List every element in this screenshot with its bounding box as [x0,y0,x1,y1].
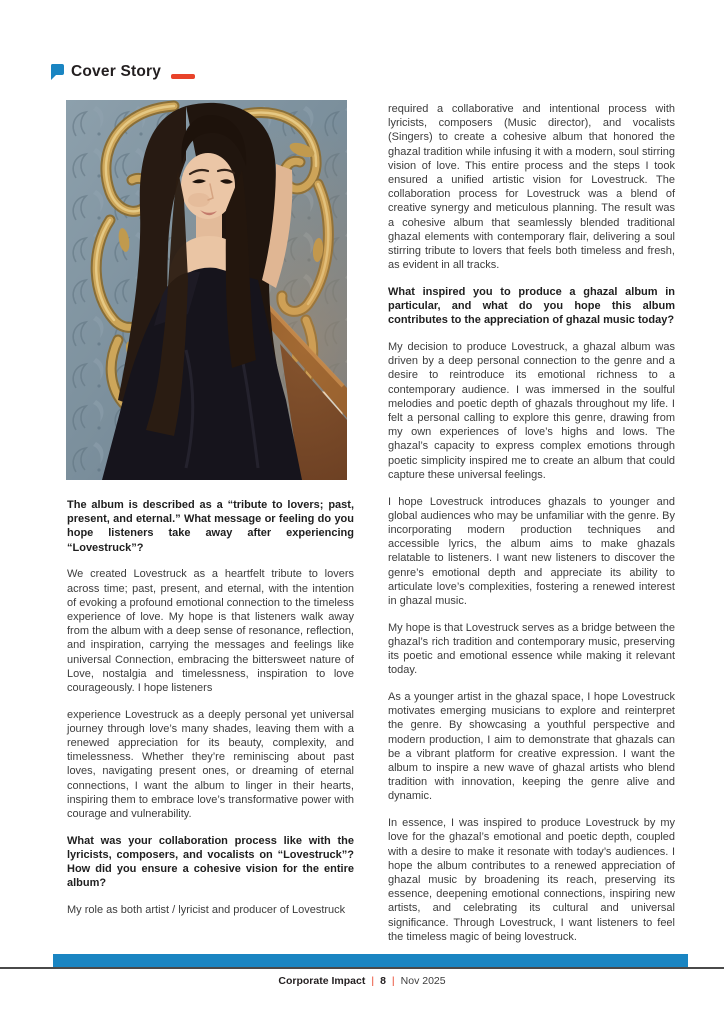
magazine-name: Corporate Impact [278,975,366,987]
cover-photo [66,100,347,480]
interview-answer: In essence, I was inspired to produce Lovestruck by my love for the ghazal’s emotional and poetic depth, coupled with a desire to make it resonate with today’s audiences. I hope the album contributes to a renewed appreciation of ghazal music by broadening its reach, preserving its essence, deepening emotional connections, inspiring new artists, and celebrating its cultural and universal significance. Through Lovestruck, I want listeners to feel the timeless magic of being lovestruck. [388,817,675,943]
footer-accent-bar [53,954,688,967]
interview-answer: experience Lovestruck as a deeply personal yet universal journey through love’s many shades, leaving them with a renewed appreciation for its beauty, complexity, and timelessness. Whether they’re reminiscing about past loves, navigating present ones, or dreaming of eternal connections, I want the album to linger in their hearts, inspiring them to embrace love’s transformative power with courage and vulnerability. [67,708,354,821]
footer-separator: | [391,975,395,987]
article-right-column [388,102,675,969]
page-title: Cover Story [71,63,162,80]
interview-answer: My decision to produce Lovestruck, a ghazal album was driven by a deep personal connection to the genre and a desire to reintroduce its emotional richness to a contemporary audience. I was immersed in the soulful melodies and poetic depth of ghazals throughout my life. I felt a personal calling to explore this genre, drawing from my own experiences of love’s highs and lows. The ghazal’s capacity to express complex emotions through poetic simplicity inspired me to create an album that could capture these universal feelings. [388,341,675,481]
footer-separator: | [371,975,375,987]
interview-question: The album is described as a “tribute to lovers; past, present, and eternal.” What message or feeling do you hope listeners take away after experiencing “Lovestruck”? [67,499,354,554]
interview-answer: As a younger artist in the ghazal space, I hope Lovestruck motivates emerging musicians to explore and reinterpret the genre. By showcasing a youthful perspective and modern production, I aim to demonstrate that ghazals can be a vibrant platform for creative expression. I want the album to inspire a new wave of ghazal artists who blend tradition with innovation, keeping the genre alive and dynamic. [388,691,675,803]
footer-text [0,975,724,987]
interview-answer: We created Lovestruck as a heartfelt tribute to lovers across time; past, present, and eternal, with the intention of evoking a profound emotional connection to the timeless experience of love. My hope is that listeners walk away from the album with a deep sense of resonance, reflection, and inspiration, carrying the messages and feelings like universal Connection, embracing the bittersweet nature of Love, nostalgia and timelessness, inspiration to love courageously. I hope listeners [67,568,354,694]
page-number: 8 [380,975,386,987]
article-left-column [67,498,354,930]
footer-rule [0,967,724,969]
interview-answer: My role as both artist / lyricist and producer of Lovestruck [67,904,346,917]
interview-question: What was your collaboration process like with the lyricists, composers, and vocalists on “Lovestruck”? How did you ensure a cohesive vision for the entire album? [67,834,354,890]
interview-answer: I hope Lovestruck introduces ghazals to younger and global audiences who may be unfamiliar with the genre. By incorporating modern production techniques and accessible lyrics, the album aims to make ghazals relatable to listeners. I want new listeners to discover the genre’s emotional depth and appreciate its ability to articulate love’s complexities, fostering a renewed interest in ghazal music. [388,495,675,607]
interview-answer: required a collaborative and intentional process with lyricists, composers (Music director), and vocalists (Singers) to create a cohesive album that honored the ghazal tradition while infusing it with a modern, soul stirring vision of love. This entire process and the steps I took ensured a unified artistic vision for Lovestruck. The collaboration process for Lovestruck was a blend of creative synergy and meticulous planning. The result was a cohesive album that seamlessly blended traditional ghazal elements with contemporary flair, delivering a soul stirring tribute to lovers that feels both timeless and fresh, as evident in all tracks. [388,103,675,272]
interview-answer: My hope is that Lovestruck serves as a bridge between the ghazal’s rich tradition and contemporary music, preserving its poetic and emotional essence while making it relevant today. [388,621,675,677]
header [51,63,195,81]
quote-icon [51,64,64,80]
interview-question: What inspired you to produce a ghazal album in particular, and what do you hope this album contributes to the appreciation of ghazal music today? [388,285,675,327]
title-underline [171,74,195,79]
issue-date: Nov 2025 [400,975,446,987]
